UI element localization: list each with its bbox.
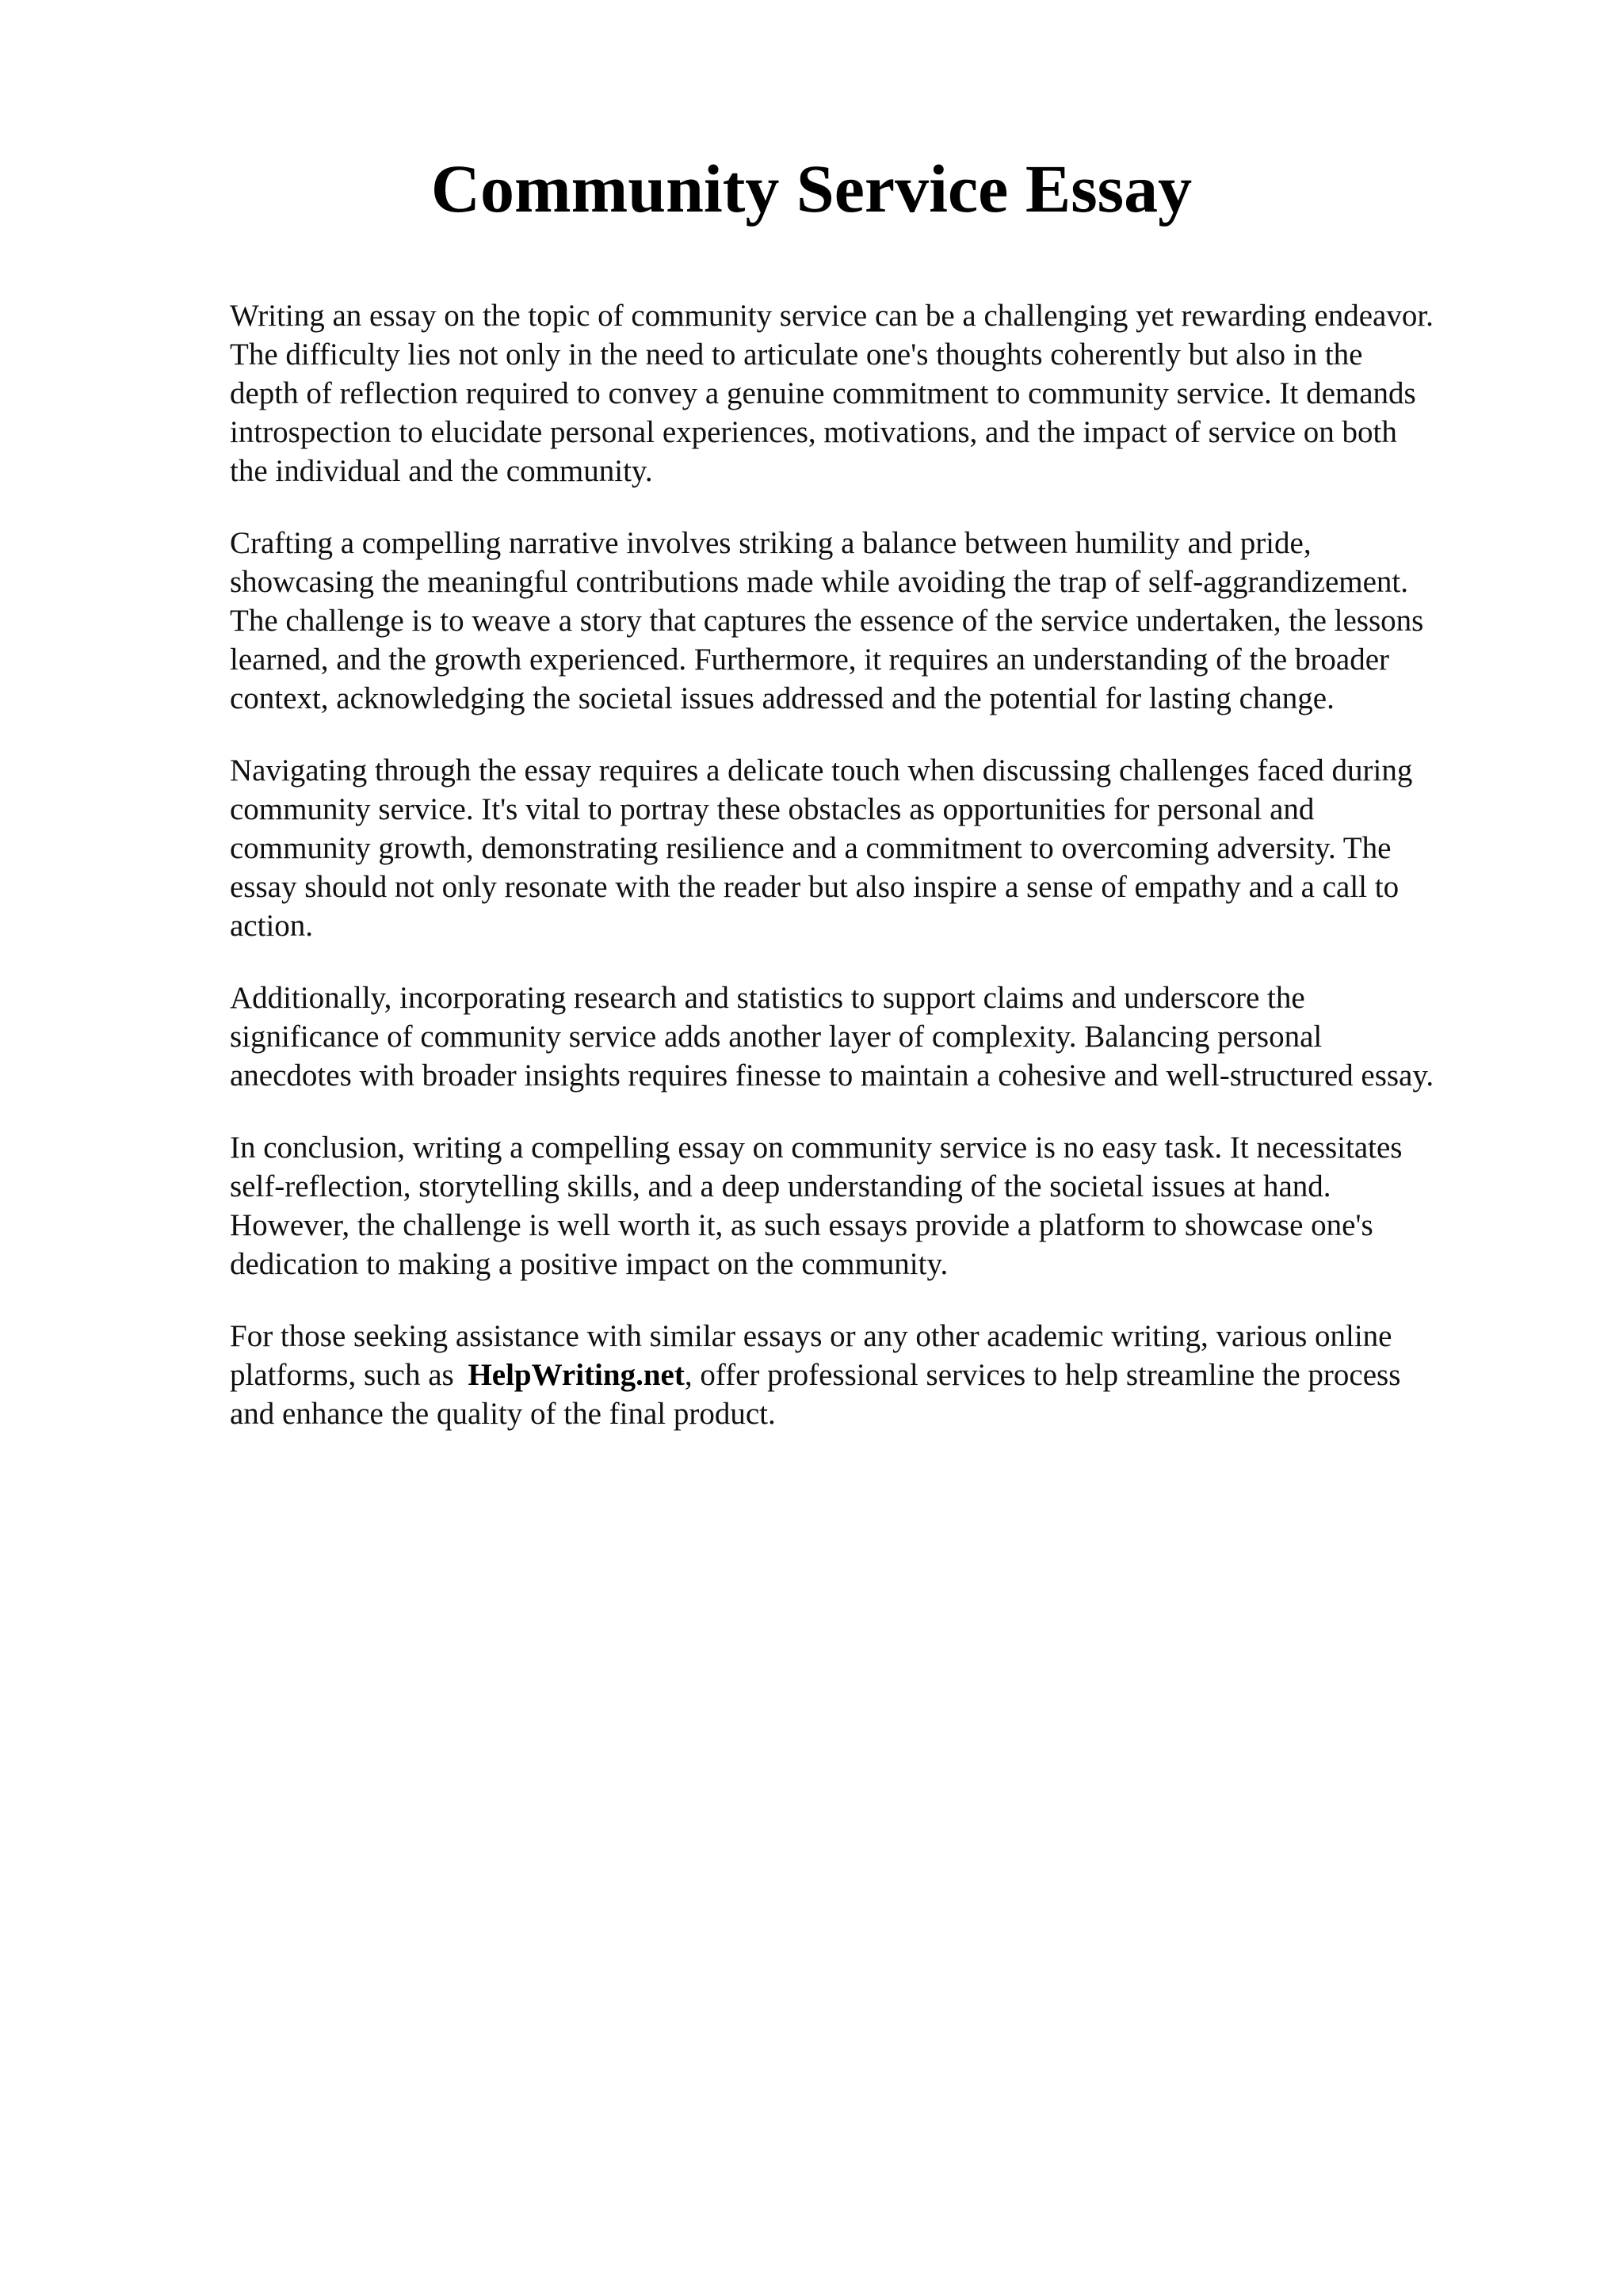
text-line: learned, and the growth experienced. Furthermore, it requires an understanding of the broader bbox=[230, 643, 1390, 677]
text-line: action. bbox=[230, 909, 314, 943]
text-line: significance of community service adds another layer of complexity. Balancing personal bbox=[230, 1020, 1323, 1054]
page-title: Community Service Essay bbox=[430, 151, 1193, 227]
text-line: community growth, demonstrating resilience and a commitment to overcoming adversity. The bbox=[230, 831, 1392, 865]
text-line: community service. It's vital to portray these obstacles as opportunities for personal and bbox=[230, 792, 1315, 826]
paragraph-5 bbox=[230, 1128, 1609, 1283]
text-line: However, the challenge is well worth it, as such essays provide a platform to showcase one's bbox=[230, 1208, 1373, 1242]
closing-text-before-link: platforms, such as bbox=[230, 1358, 462, 1392]
text-line: The difficulty lies not only in the need to articulate one's thoughts coherently but also in the bbox=[230, 338, 1363, 372]
helpwriting-link[interactable]: HelpWriting.net bbox=[468, 1358, 685, 1392]
text-line: For those seeking assistance with similar essays or any other academic writing, various online bbox=[230, 1319, 1392, 1353]
closing-text-after-link: , offer professional services to help streamline the process bbox=[684, 1358, 1401, 1392]
text-line: and enhance the quality of the final product. bbox=[230, 1397, 776, 1431]
paragraph-2 bbox=[230, 524, 1609, 718]
text-line: In conclusion, writing a compelling essay on community service is no easy task. It necessitates bbox=[230, 1131, 1403, 1165]
text-line: the individual and the community. bbox=[230, 454, 653, 488]
text-line: dedication to making a positive impact on the community. bbox=[230, 1247, 949, 1281]
text-line: depth of reflection required to convey a genuine commitment to community service. It demands bbox=[230, 376, 1416, 410]
text-line: Additionally, incorporating research and statistics to support claims and underscore the bbox=[230, 981, 1305, 1015]
paragraph-1 bbox=[230, 296, 1609, 490]
text-line: Navigating through the essay requires a delicate touch when discussing challenges faced during bbox=[230, 753, 1413, 788]
text-line: introspection to elucidate personal experiences, motivations, and the impact of service on both bbox=[230, 415, 1397, 449]
closing-paragraph bbox=[230, 1317, 1609, 1433]
paragraph-3 bbox=[230, 751, 1609, 945]
text-line-with-link bbox=[230, 1356, 1609, 1394]
text-line: showcasing the meaningful contributions made while avoiding the trap of self-aggrandizement. bbox=[230, 565, 1408, 599]
text-line: Crafting a compelling narrative involves striking a balance between humility and pride, bbox=[230, 526, 1312, 560]
text-line: context, acknowledging the societal issues addressed and the potential for lasting change. bbox=[230, 681, 1335, 715]
text-line: Writing an essay on the topic of community service can be a challenging yet rewarding endeavor. bbox=[230, 299, 1434, 333]
text-line: essay should not only resonate with the reader but also inspire a sense of empathy and a call to bbox=[230, 870, 1400, 904]
paragraph-4 bbox=[230, 978, 1609, 1095]
essay-body bbox=[230, 296, 1609, 1433]
text-line: self-reflection, storytelling skills, and a deep understanding of the societal issues at hand. bbox=[230, 1169, 1331, 1203]
text-line: The challenge is to weave a story that captures the essence of the service undertaken, the lessons bbox=[230, 604, 1424, 638]
text-line: anecdotes with broader insights requires finesse to maintain a cohesive and well-structured essay. bbox=[230, 1058, 1434, 1093]
